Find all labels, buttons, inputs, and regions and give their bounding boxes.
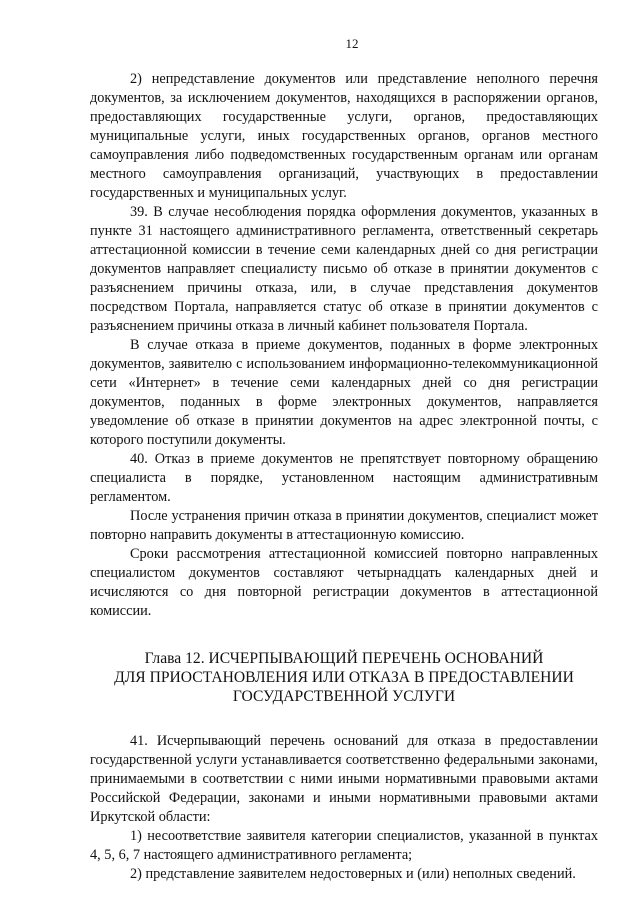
paragraph-39: 39. В случае несоблюдения порядка оформления документов, указанных в пункте 31 настоящего административного регламента, ответственный секретарь аттестационной комиссии в течение семи календарных дней со дня регистрации документов направляет специалисту письмо об отказе в принятии документов с разъяснением причины отказа, или, в случае представления документов посредством Портала, направляется статус об отказе в принятии документов с разъяснением причины отказа в личный кабинет пользователя Портала.: [90, 204, 598, 334]
page-number: 12: [345, 36, 359, 51]
chapter-heading-line-1: Глава 12. ИСЧЕРПЫВАЮЩИЙ ПЕРЕЧЕНЬ ОСНОВАНИЙ: [144, 650, 544, 667]
chapter-heading-line-2: ДЛЯ ПРИОСТАНОВЛЕНИЯ ИЛИ ОТКАЗА В ПРЕДОСТАВЛЕНИИ: [114, 669, 574, 686]
chapter-heading: [90, 649, 598, 706]
paragraph-item-2-no-documents: 2) непредставление документов или представление неполного перечня документов, за исключением документов, находящихся в распоряжении органов, предоставляющих государственные услуги, органов, предоставляющих муниципальные услуги, иных государственных органов, органов местного самоуправления либо подведомственных государственным органам или органам местного самоуправления организаций, участвующих в предоставлении государственных и муниципальных услуг.: [90, 71, 598, 201]
section-bottom: [90, 732, 598, 884]
paragraph-review-terms: Сроки рассмотрения аттестационной комиссией повторно направленных специалистом документов составляют четырнадцать календарных дней и исчисляются со дня повторной регистрации документов в аттестационной комиссии.: [90, 546, 598, 619]
paragraph-electronic-refusal: В случае отказа в приеме документов, поданных в форме электронных документов, заявителю с использованием информационно-телекоммуникационной сети «Интернет» в течение семи календарных дней со дня регистрации документов, поданных в форме электронных документов, направляется уведомление об отказе в принятии документов на адрес электронной почты, с которого поступили документы.: [90, 337, 598, 448]
section-top: [90, 70, 598, 621]
chapter-heading-line-3: ГОСУДАРСТВЕННОЙ УСЛУГИ: [232, 688, 456, 705]
paragraph-resubmission: После устранения причин отказа в принятии документов, специалист может повторно направить документы в аттестационную комиссию.: [90, 508, 598, 543]
paragraph-item-2-false-info: 2) представление заявителем недостоверных и (или) неполных сведений.: [130, 866, 576, 882]
paragraph-item-1-mismatch: 1) несоответствие заявителя категории специалистов, указанной в пунктах 4, 5, 6, 7 настоящего административного регламента;: [90, 828, 598, 863]
paragraph-40: 40. Отказ в приеме документов не препятствует повторному обращению специалиста в порядке, установленном настоящим административным регламентом.: [90, 451, 598, 505]
paragraph-41: 41. Исчерпывающий перечень оснований для отказа в предоставлении государственной услуги устанавливается соответственно федеральными законами, принимаемыми в соответствии с ними иными нормативными правовыми актами Российской Федерации, законами и иными нормативными правовыми актами Иркутской области:: [90, 733, 598, 825]
